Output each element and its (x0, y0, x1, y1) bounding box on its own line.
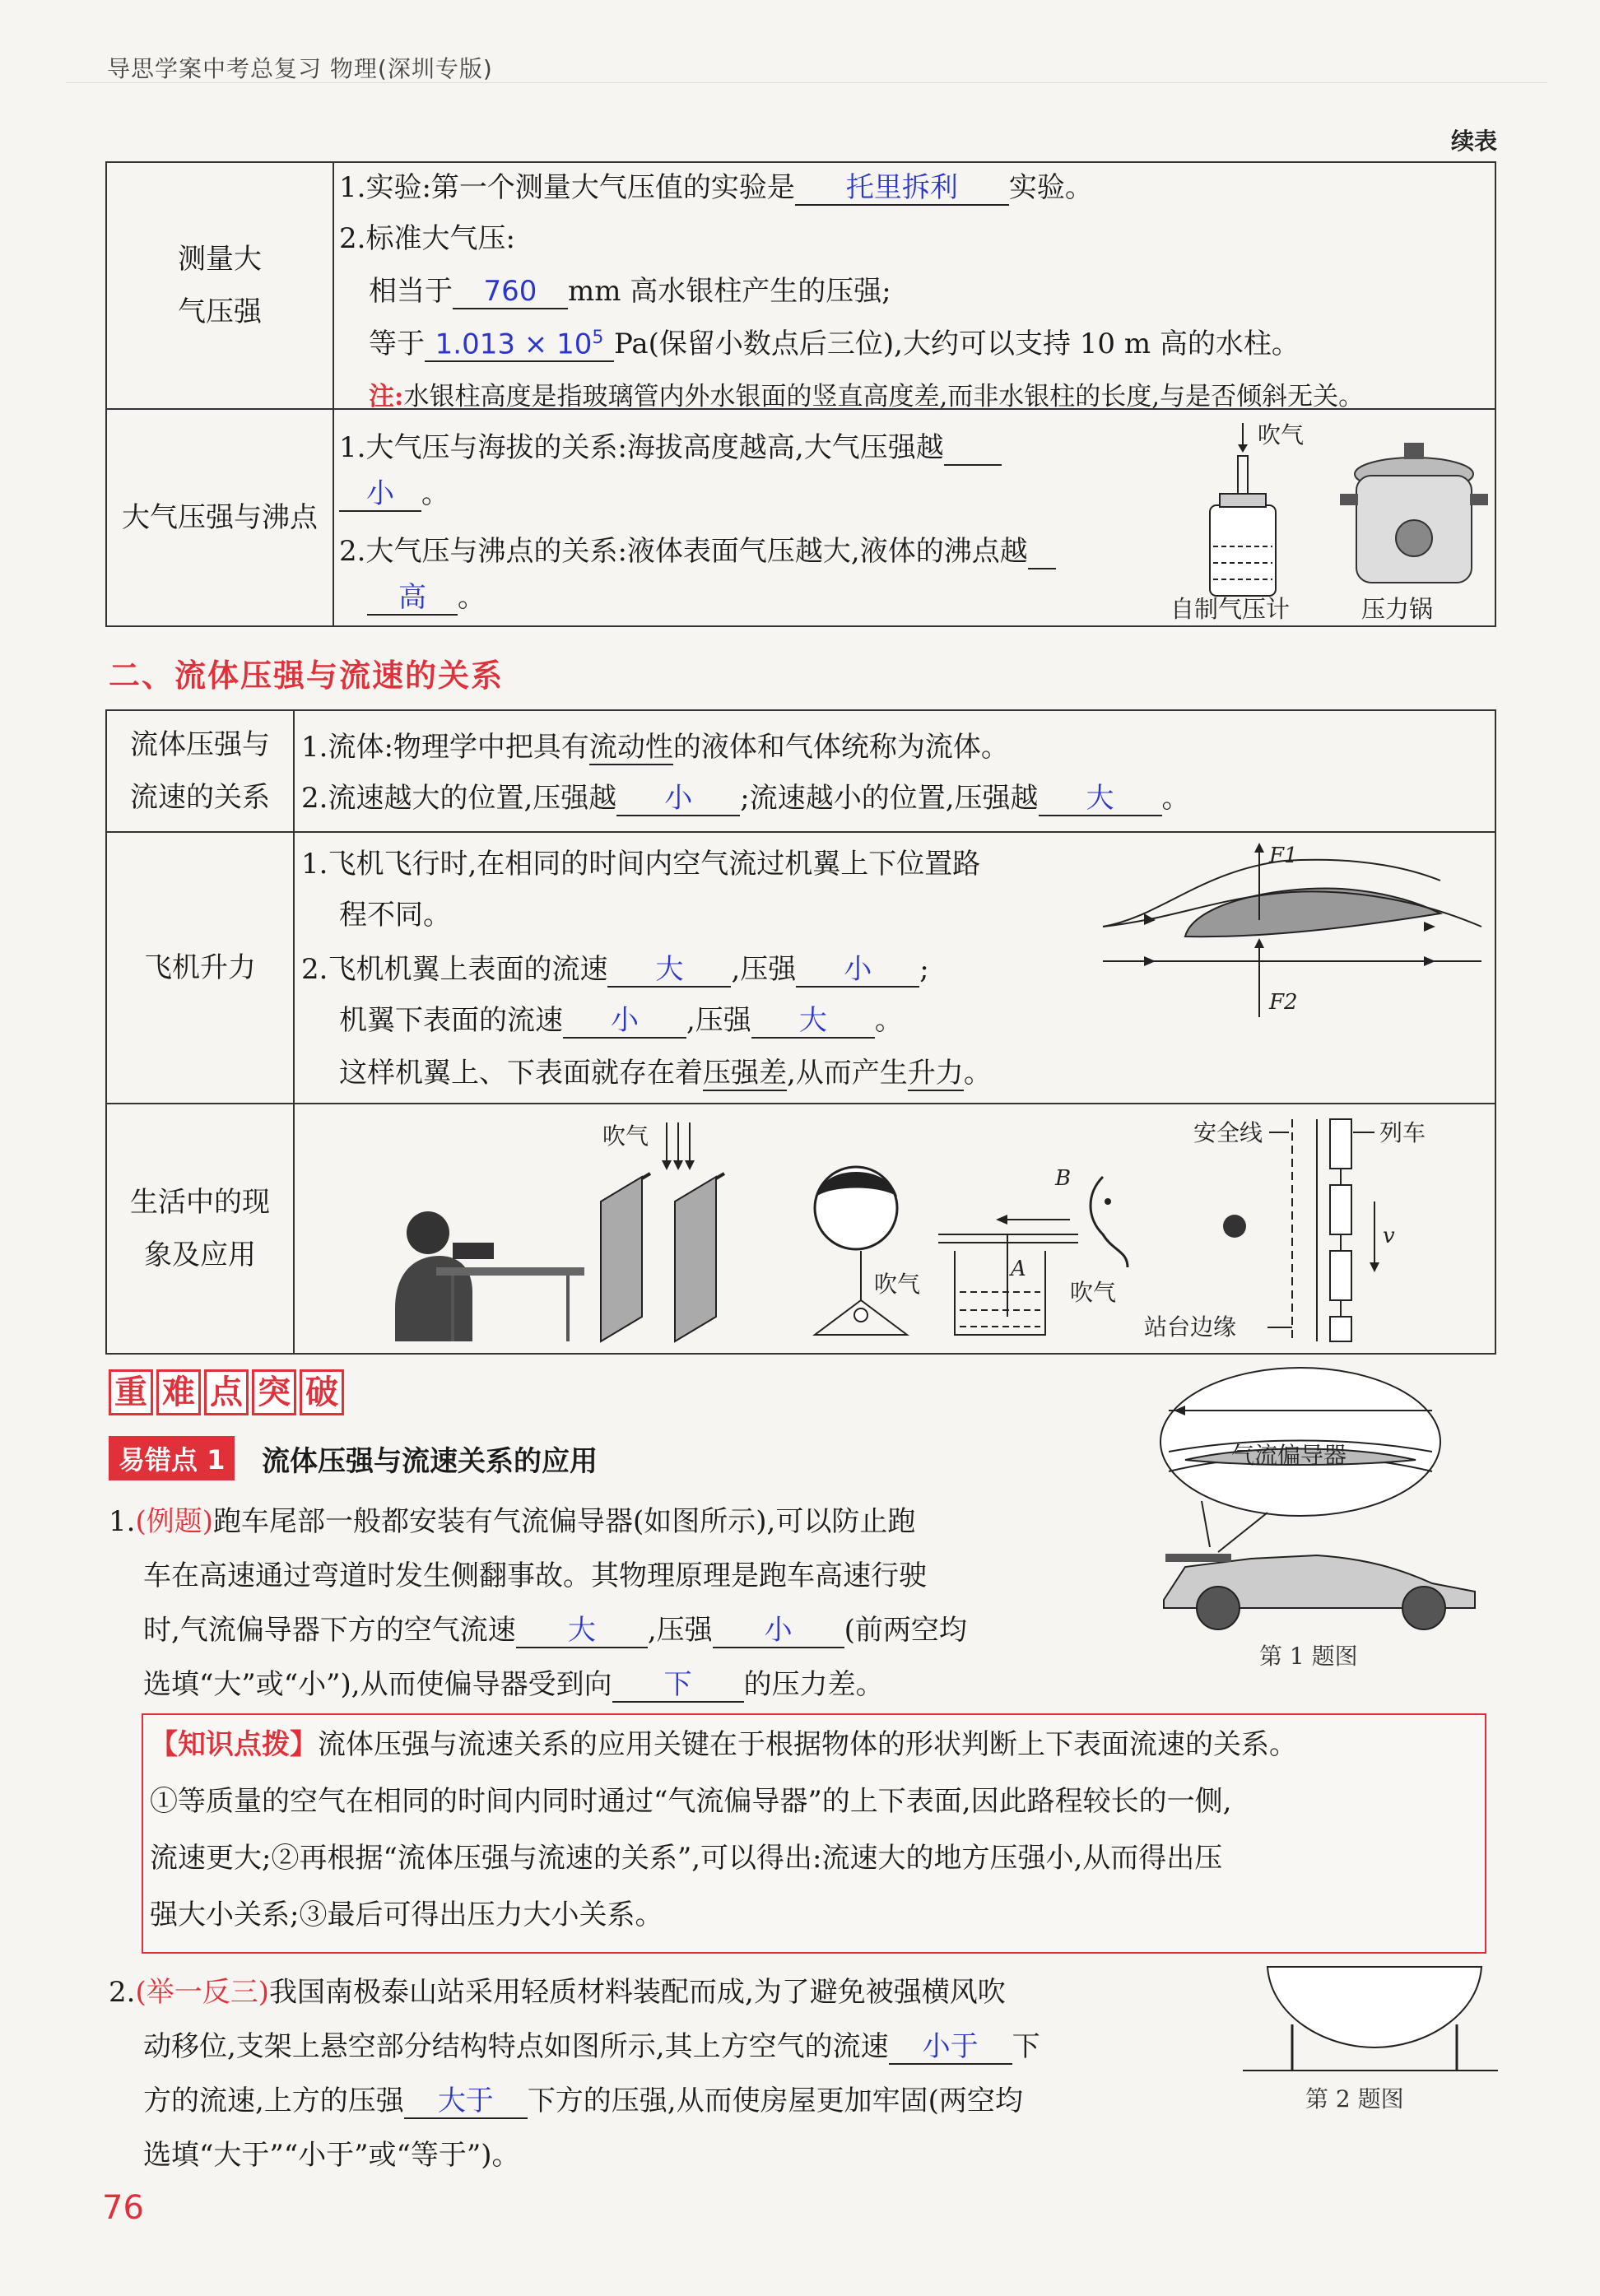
question-2 (109, 1965, 1146, 2182)
q2-line1: 2.(举一反三)我国南极泰山站采用轻质材料装配而成,为了避免被强横风吹 (109, 1976, 1006, 2009)
girl-experiment-figure (395, 1211, 584, 1341)
q1-line2: 车在高速通过弯道时发生侧翻事故。其物理原理是跑车高速行驶 (143, 1559, 927, 1592)
bottle-cap (1220, 494, 1266, 507)
tip-line1: 【知识点拨】流体压强与流速关系的应用关键在于根据物体的形状判断上下表面流速的关系。 (150, 1728, 1297, 1761)
question-1 (109, 1494, 1146, 1712)
label-life-l1: 生活中的现 (130, 1186, 270, 1219)
barometer-caption: 自制气压计 (1170, 595, 1291, 623)
t1-r2-line3: 2.大气压与沸点的关系:液体表面气压越大,液体的沸点越 (339, 528, 1056, 569)
tip-line3: 流速更大;②再根据“流体压强与流速的关系”,可以得出:流速大的地方压强小,从而得出压 (150, 1842, 1223, 1875)
homemade-barometer-figure (1152, 415, 1350, 629)
tip-line4: 强大小关系;③最后可得出压力大小关系。 (150, 1899, 663, 1931)
answer-upper-speed: 大 (607, 953, 731, 988)
q2-line2: 动移位,支架上悬空部分结构特点如图所示,其上方空气的流速 小于 下 (143, 2030, 1040, 2063)
answer-lower-pressure: 大 (751, 1004, 875, 1039)
train-label: 列车 (1379, 1119, 1426, 1146)
safety-line-label: 安全线 (1193, 1119, 1263, 1146)
t1-r2-line1: 1.大气压与海拔的关系:海拔高度越高,大气压强越 (339, 425, 1002, 466)
blow-label-1: 吹气 (602, 1122, 649, 1150)
cooker-dial (1396, 520, 1432, 556)
header-rule (66, 82, 1547, 83)
t1-r2-line2: 小 。 (339, 471, 449, 512)
airplane-wing-figure (1095, 838, 1490, 1035)
heading-char-4: 突 (252, 1369, 296, 1415)
label-relation-l2: 流速的关系 (130, 781, 270, 814)
label-measure-l1: 测量大 (178, 243, 262, 276)
q1-answer-3: 下 (612, 1668, 744, 1703)
funnel-ball-figure (815, 1167, 920, 1335)
spoiler-label: 气流偏导器 (1231, 1442, 1347, 1469)
continued-label: 续表 (1450, 128, 1497, 155)
error-point-tag: 易错点 1 (109, 1436, 235, 1480)
label-life-l2: 象及应用 (144, 1239, 256, 1271)
t2-r1-line1: 1.流体:物理学中把具有流动性的液体和气体统称为流体。 (301, 731, 1009, 764)
label-relation-l1: 流体压强与 (130, 728, 270, 761)
pressure-cooker-figure (1332, 435, 1505, 632)
cell-label-measure (106, 162, 333, 409)
sprayer-figure (938, 1166, 1128, 1335)
force-f1-label: F1 (1269, 844, 1298, 868)
q2-line3: 方的流速,上方的压强 大于 下方的压强,从而使房屋更加牢固(两空均 (143, 2085, 1023, 2117)
answer-760: 760 (453, 275, 568, 309)
answer-slow-high: 大 (1039, 782, 1162, 816)
q1-line3: 时,气流偏导器下方的空气流速 大 ,压强 小 (前两空均 (143, 1614, 967, 1647)
antarctic-station-figure (1243, 1959, 1498, 2115)
heading-char-1: 重 (109, 1369, 153, 1415)
train-platform-figure (1144, 1119, 1426, 1341)
t1-r2-line4: 高 。 (367, 574, 486, 616)
tip-label: 【知识点拨】 (150, 1728, 318, 1761)
cooker-caption: 压力锅 (1361, 595, 1434, 623)
t1-line2: 2.标准大气压: (339, 222, 515, 255)
note-label: 注: (369, 382, 404, 411)
person-top-view (1223, 1215, 1246, 1238)
t1-line1: 1.实验:第一个测量大气压值的实验是 托里拆利 实验。 (339, 171, 1093, 204)
q2-line4: 选填“大于”“小于”或“等于”)。 (143, 2139, 520, 2172)
answer-high: 高 (367, 581, 458, 616)
tip-line2: ①等质量的空气在相同的时间内同时通过“气流偏导器”的上下表面,因此路程较长的一侧, (150, 1785, 1232, 1818)
t1-line4: 等于 $1.013 \times 10^5$ Pa(保留小数点后三位),大约可以支持 10 m 高的水柱。 (369, 321, 1300, 362)
t2-r1-line2: 2.流速越大的位置,压强越 小 ;流速越小的位置,压强越 大 。 (301, 782, 1190, 815)
running-header: 导思学案中考总复习 物理(深圳专版) (107, 55, 493, 82)
answer-pressure-value: $1.013 \times 10^5$ (425, 322, 614, 362)
error-point-title: 流体压强与流速关系的应用 (262, 1445, 598, 1478)
heading-char-3: 点 (204, 1369, 249, 1415)
point-a: A (1011, 1257, 1026, 1281)
q2-mark: (举一反三) (135, 1976, 269, 2009)
paper-sheets-figure (601, 1122, 724, 1341)
q1-line4: 选填“大”或“小”),从而使偏导器受到向 下 的压力差。 (143, 1668, 884, 1701)
q1-answer-2: 小 (713, 1614, 844, 1648)
q1-line1: 1.(例题)跑车尾部一般都安装有气流偏导器(如图所示),可以防止跑 (109, 1505, 916, 1538)
blow-label-2: 吹气 (874, 1271, 921, 1298)
platform-edge-label: 站台边缘 (1144, 1313, 1237, 1341)
q2-answer-1: 小于 (889, 2030, 1012, 2065)
answer-fast-low: 小 (616, 782, 740, 816)
t2-r2-line4: 机翼下表面的流速 小 ,压强 大 。 (339, 1004, 903, 1037)
q2-figure-caption: 第 2 题图 (1305, 2085, 1404, 2112)
point-b: B (1055, 1166, 1072, 1191)
answer-low: 小 (339, 477, 421, 512)
label-measure-l2: 气压强 (178, 295, 262, 328)
cell-label-boiling (106, 409, 333, 626)
blow-label: 吹气 (1258, 421, 1305, 449)
answer-lower-speed: 小 (563, 1004, 686, 1039)
station-body (1267, 1967, 1481, 2047)
blow-label-3: 吹气 (1070, 1279, 1117, 1306)
heading-char-5: 破 (300, 1369, 344, 1415)
page-number: 76 (102, 2189, 144, 2227)
label-boiling: 大气压强与沸点 (122, 501, 318, 534)
wing-airfoil (1185, 889, 1440, 937)
section-title: 二、流体压强与流速的关系 (109, 658, 505, 694)
sports-car-spoiler-figure (1152, 1361, 1498, 1690)
t1-line3: 相当于 760 mm 高水银柱产生的压强; (369, 275, 891, 308)
answer-torricelli: 托里拆利 (795, 171, 1009, 206)
q1-answer-1: 大 (516, 1614, 648, 1648)
cell-label-life (106, 1104, 294, 1354)
heading-char-2: 难 (156, 1369, 201, 1415)
label-lift: 飞机升力 (144, 951, 256, 984)
t2-r2-line3: 2.飞机机翼上表面的流速 大 ,压强 小 ; (301, 953, 929, 986)
cell-label-relation (106, 710, 294, 832)
bottle (1210, 505, 1276, 596)
life-phenomena-figures (362, 1095, 1490, 1350)
cell-label-lift (106, 832, 294, 1104)
t2-r2-line5: 这样机翼上、下表面就存在着压强差,从而产生升力。 (339, 1057, 992, 1090)
knowledge-tip (150, 1717, 1491, 1944)
breakthrough-heading (109, 1369, 347, 1415)
velocity-label: v (1383, 1224, 1395, 1248)
t2-r2-line1: 1.飞机飞行时,在相同的时间内空气流过机翼上下位置路 (301, 848, 981, 881)
q1-mark: (例题) (135, 1505, 213, 1538)
t2-r2-line2: 程不同。 (339, 899, 451, 932)
answer-upper-pressure: 小 (796, 953, 919, 988)
q1-figure-caption: 第 1 题图 (1259, 1643, 1358, 1670)
t1-note: 注:水银柱高度是指玻璃管内外水银面的竖直高度差,而非水银柱的长度,与是否倾斜无关。 (369, 382, 1365, 411)
force-f2-label: F2 (1269, 990, 1298, 1015)
q2-answer-2: 大于 (404, 2085, 528, 2119)
